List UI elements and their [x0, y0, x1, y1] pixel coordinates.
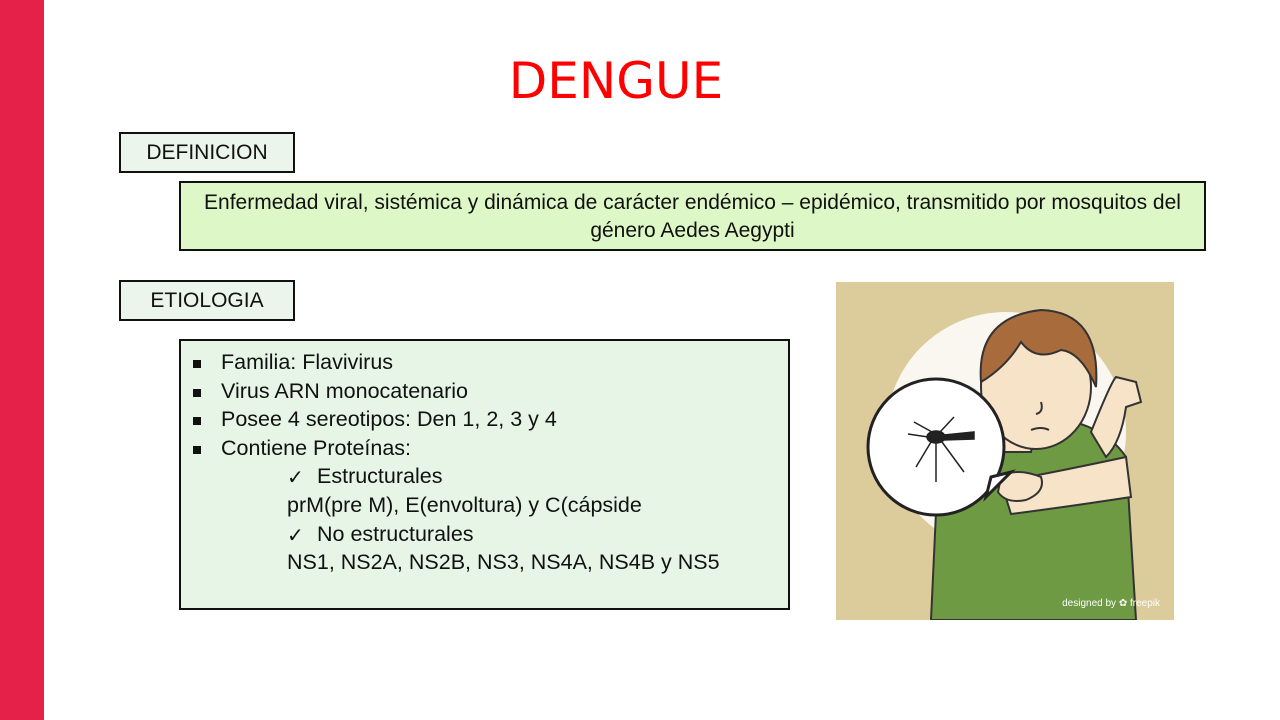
list-item: Virus ARN monocatenario [181, 377, 788, 406]
definition-text-box [179, 181, 1206, 251]
checkmark-icon: ✓ [287, 522, 304, 547]
etiology-label: ETIOLOGIA [119, 280, 295, 321]
sub-list-detail: NS1, NS2A, NS2B, NS3, NS4A, NS4B y NS5 [287, 550, 720, 575]
image-credit: designed by ✿ freepik [1062, 598, 1160, 609]
checkmark-icon: ✓ [287, 465, 304, 490]
definition-text: Enfermedad viral, sistémica y dinámica de carácter endémico – epidémico, transmitido por mosquitos del género Aedes Aegypti [204, 191, 1181, 242]
mosquito-bite-illustration [836, 282, 1174, 620]
list-item: Familia: Flavivirus [181, 348, 788, 377]
sub-list-item: ✓ Estructurales [181, 462, 788, 491]
illustration-drawing [836, 282, 1174, 620]
list-item: Posee 4 sereotipos: Den 1, 2, 3 y 4 [181, 405, 788, 434]
sub-list-item: ✓ No estructurales [181, 520, 788, 549]
etiology-box [179, 339, 790, 610]
sub-list-detail: prM(pre M), E(envoltura) y C(cápside [287, 492, 642, 517]
slide-title: DENGUE [508, 52, 724, 110]
square-bullet-icon [193, 360, 201, 368]
square-bullet-icon [193, 417, 201, 425]
definition-label: DEFINICION [119, 132, 295, 173]
list-item: Contiene Proteínas: [181, 434, 788, 463]
square-bullet-icon [193, 389, 201, 397]
square-bullet-icon [193, 446, 201, 454]
